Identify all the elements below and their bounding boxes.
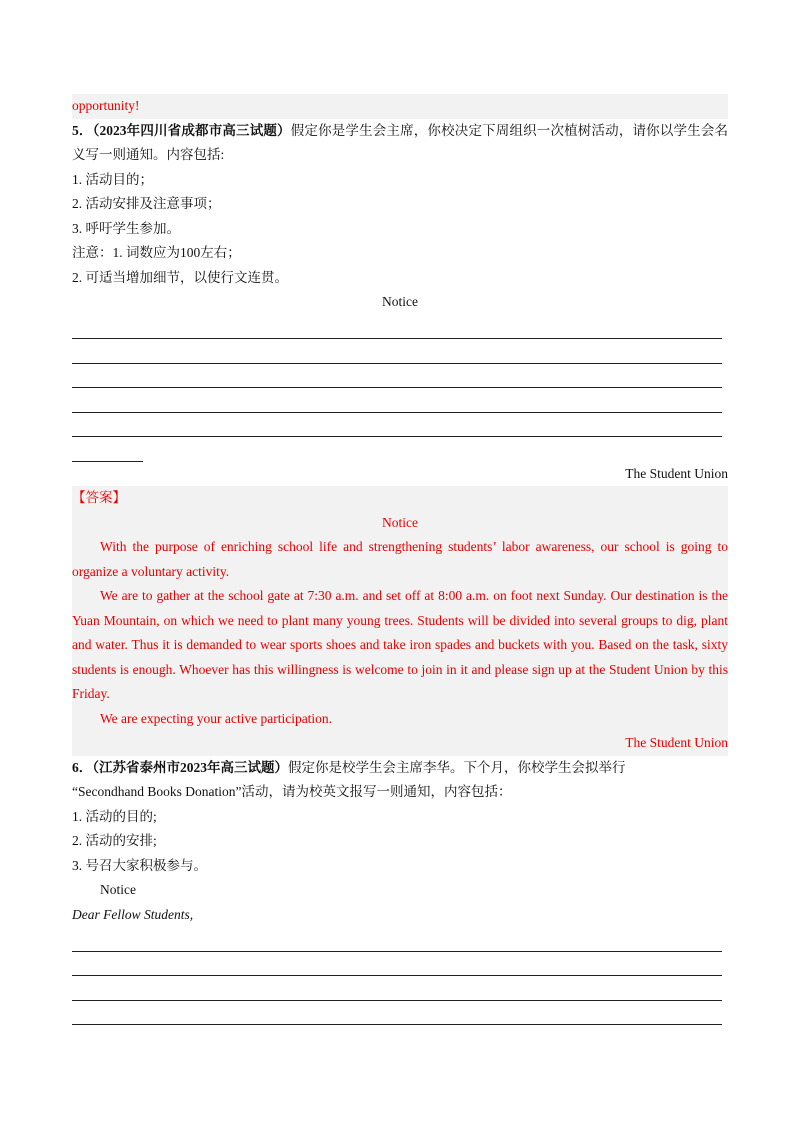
answer-signature: The Student Union	[625, 735, 728, 750]
writing-line-short	[72, 437, 143, 462]
writing-line	[72, 976, 722, 1001]
writing-line	[72, 364, 722, 389]
q5-prompt	[72, 119, 728, 168]
q5-note-2: 2. 可适当增加细节，以使行文连贯。	[72, 269, 288, 285]
answer-block	[72, 486, 728, 756]
answer-paragraph-2: We are to gather at the school gate at 7:30 a.m. and set off at 8:00 a.m. on foot next Sunday. Our destination is the Yuan Mountain, on which we need to plant many young trees. Students will be divided into several groups to dig, plant and water. Thus it is demanded to wear sports shoes and take iron spades and buckets with you. Based on the task, sixty students is enough. Whoever has this willingness is welcome to join in it and please sign up at the Student Union by this Friday.	[72, 588, 728, 701]
writing-line	[72, 388, 722, 413]
q6-item-3: 3. 号召大家积极参与。	[72, 857, 207, 873]
q6-source: （江苏省泰州市2023年高三试题）	[92, 759, 288, 775]
q6-number: 6．	[72, 759, 93, 775]
q6-writing-lines	[72, 927, 728, 1025]
writing-line	[72, 339, 722, 364]
q5-item-2: 2. 活动安排及注意事项；	[72, 196, 221, 211]
q6-prompt-line-1	[72, 756, 728, 781]
q5-notice-title: Notice	[382, 294, 418, 309]
q6-notice-title: Notice	[100, 882, 136, 897]
q6-greeting: Dear Fellow Students,	[72, 906, 194, 922]
answer-title: Notice	[382, 514, 418, 530]
q6-prompt-text-1: 假定你是校学生会主席李华。下个月，你校学生会拟举行	[288, 759, 626, 775]
writing-line	[72, 413, 722, 438]
writing-line	[72, 952, 722, 977]
q5-number: 5．	[72, 122, 93, 138]
answer-label: 【答案】	[72, 490, 126, 505]
answer-paragraph-1: With the purpose of enriching school life and strengthening students’ labor awareness, our school is going to organize a voluntary activity.	[72, 539, 728, 579]
writing-line	[72, 1001, 722, 1026]
q5-source: （2023年四川省成都市高三试题）	[92, 122, 291, 138]
q6-item-1: 1. 活动的目的;	[72, 808, 157, 824]
writing-line	[72, 315, 722, 340]
writing-line	[72, 927, 722, 952]
top-fragment: opportunity!	[72, 94, 728, 119]
q5-note-1: 注意：1. 词数应为100左右；	[72, 245, 241, 260]
q5-writing-lines	[72, 315, 728, 462]
q5-signature: The Student Union	[625, 465, 728, 481]
document-page	[72, 94, 728, 1025]
q5-item-3: 3. 呼吁学生参加。	[72, 220, 180, 236]
q5-prompt-text: 假定你是学生会主席，你校决定下周组织一次植树活动，请你以学生会名义写一则通知。内容包括:	[72, 122, 729, 162]
q5-item-1: 1. 活动目的；	[72, 171, 153, 187]
q6-prompt-line-2: “Secondhand Books Donation”活动，请为校英文报写一则通知，内容包括：	[72, 784, 512, 799]
q6-item-2: 2. 活动的安排;	[72, 833, 157, 848]
answer-paragraph-3: We are expecting your active participation.	[100, 710, 333, 726]
